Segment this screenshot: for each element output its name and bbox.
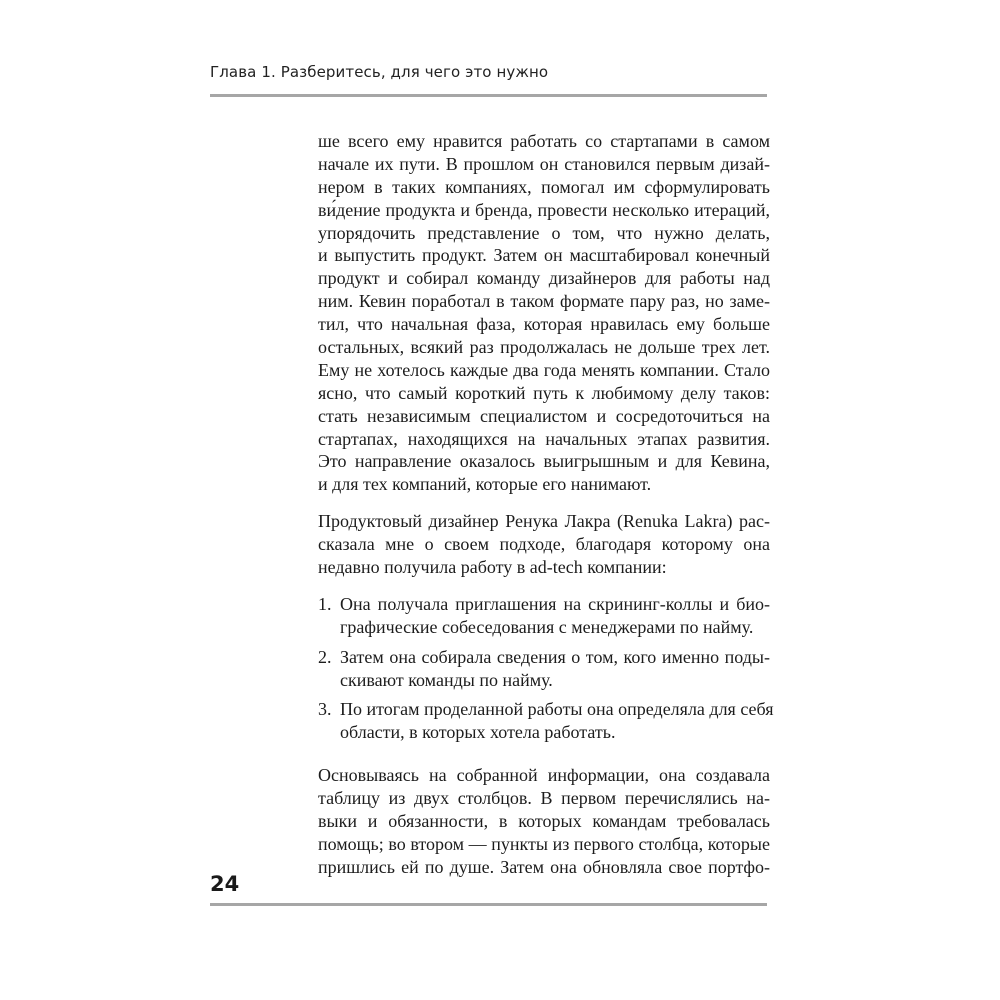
list-item [318, 593, 770, 639]
text-line: таблицу из двух столбцов. В первом перечислялись на- [318, 788, 770, 809]
text-line: Она получала приглашения на скрининг-коллы и био- [340, 593, 770, 614]
text-line: недавно получила работу в ad-tech компании: [318, 557, 667, 578]
text-line: нером в таких компаниях, помогал им сформулировать [318, 176, 770, 197]
footer-rule [210, 903, 767, 906]
paragraph-1 [318, 130, 770, 496]
list-number: 2. [318, 646, 332, 667]
list-gap [318, 691, 770, 698]
text-line: сказала мне о своем подходе, благодаря которому она [318, 534, 770, 555]
paragraph-2 [318, 510, 770, 579]
text-line: Затем она собирала сведения о том, кого именно поды- [340, 646, 770, 667]
paragraph-3 [318, 764, 770, 878]
text-line: и для тех компаний, которые его нанимают. [318, 474, 652, 495]
text-line: ним. Кевин поработал в таком формате пару раз, но заме- [318, 291, 770, 312]
page-number: 24 [210, 872, 240, 896]
text-line: графические собеседования с менеджерами по найму. [340, 616, 754, 637]
text-line: Ему не хотелось каждые два года менять компании. Стало [318, 359, 770, 380]
paragraph-gap [318, 579, 770, 593]
list-item [318, 646, 770, 692]
text-line: Основываясь на собранной информации, она создавала [318, 765, 770, 786]
text-line: остальных, всякий раз продолжалась не дольше трех лет. [318, 337, 770, 358]
text-line: ше всего ему нравится работать со стартапами в самом [318, 131, 770, 151]
text-line: продукт и собирал команду дизайнеров для работы над [318, 268, 770, 289]
text-line: пришлись ей по душе. Затем она обновляла свое портфо- [318, 856, 770, 877]
text-line: ясно, что самый короткий путь к любимому делу таков: [318, 382, 770, 403]
text-line: стартапах, находящихся на начальных этапах развития. [318, 428, 770, 449]
text-line: Продуктовый дизайнер Ренука Лакра (Renuka Lakra) рас- [318, 511, 770, 532]
list-gap [318, 639, 770, 646]
numbered-list [318, 593, 774, 744]
text-line: стать независимым специалистом и сосредоточиться на [318, 405, 770, 426]
text-line: скивают команды по найму. [340, 669, 553, 690]
text-line: области, в которых хотела работать. [340, 722, 616, 743]
text-line: выки и обязанности, в которых командам требовалась [318, 811, 770, 832]
list-number: 1. [318, 593, 332, 614]
list-number: 3. [318, 699, 332, 720]
list-item [318, 698, 774, 744]
paragraph-gap [318, 744, 770, 764]
text-line: упорядочить представление о том, что нужно делать, [318, 222, 770, 243]
header-rule [210, 94, 767, 97]
text-line: Это направление оказалось выигрышным и для Кевина, [318, 451, 770, 472]
text-line: начале их пути. В прошлом он становился первым дизай- [318, 153, 770, 174]
text-line: помощь; во втором — пункты из первого столбца, которые [318, 833, 770, 854]
text-line: тил, что начальная фаза, которая нравилась ему больше [318, 314, 770, 335]
text-line: ви́дение продукта и бренда, провести несколько итераций, [318, 199, 770, 220]
paragraph-gap [318, 496, 770, 510]
body-text [318, 130, 774, 879]
text-line: По итогам проделанной работы она определяла для себя [340, 699, 774, 720]
text-line: и выпустить продукт. Затем он масштабировал конечный [318, 245, 770, 266]
running-head: Глава 1. Разберитесь, для чего это нужно [210, 63, 549, 81]
